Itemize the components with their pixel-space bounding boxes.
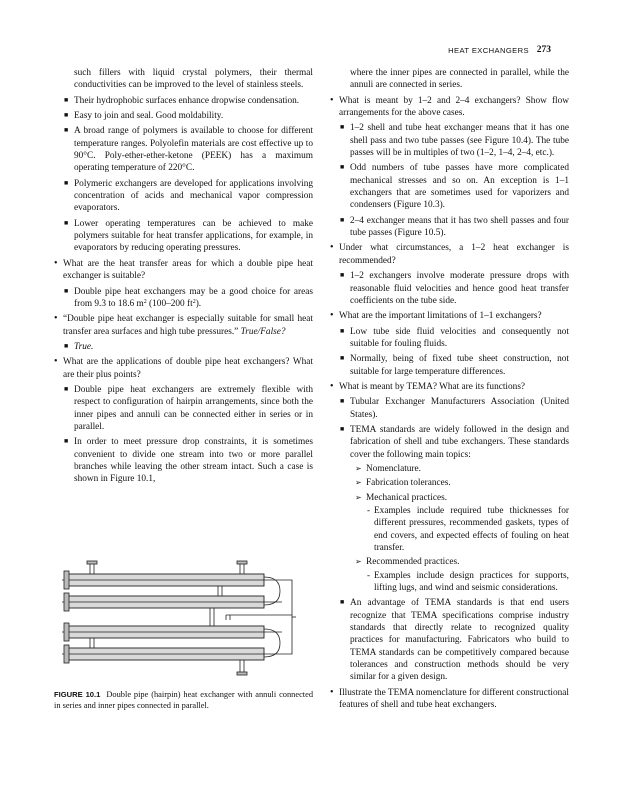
page-header bbox=[0, 46, 617, 58]
answer-1-2-exchanger: ■ 1–2 shell and tube heat exchanger means that it has one shell pass and two tube passes (see Figure 10.4). The tube passes will be in multiples of two (1–2, 1–4, 2–4, etc.). bbox=[340, 123, 569, 159]
square-bullet-icon: ■ bbox=[64, 437, 69, 446]
figure-10-1-hairpin-diagram bbox=[60, 560, 298, 678]
dash-bullet-icon: - bbox=[367, 570, 371, 581]
square-bullet-icon: ■ bbox=[64, 126, 69, 135]
right-column bbox=[330, 67, 569, 712]
topic-recommended-practices: ➢ Recommended practices. bbox=[355, 557, 460, 568]
round-bullet-icon: • bbox=[54, 257, 58, 269]
left-column bbox=[54, 67, 313, 486]
round-bullet-icon: • bbox=[330, 380, 334, 392]
square-bullet-icon: ■ bbox=[340, 271, 345, 280]
arrow-bullet-icon: ➢ bbox=[355, 557, 362, 567]
answer-tema-advantage: ■ An advantage of TEMA standards is that end users recognize that TEMA specifications comprise industry standards that directly relate to recognized quality practices for manufacturing. Fabricators who build to TEMA standards can be competitively compared because tolerances and construction methods should be very similar for a given design. bbox=[340, 598, 569, 683]
square-bullet-icon: ■ bbox=[340, 354, 345, 363]
question-heat-transfer-areas: • What are the heat transfer areas for which a double pipe heat exchanger is suitable? bbox=[54, 257, 313, 282]
square-bullet-icon: ■ bbox=[340, 163, 345, 172]
topic-recommended-examples: - Examples include design practices for supports, lifting lugs, and wind and seismic considerations. bbox=[367, 570, 569, 594]
bullet-polymer-range: ■ A broad range of polymers is available to choose for different temperature ranges. Polyolefin materials are cost effective up to 90°C. Poly-ether-ether-ketone (PEEK) has a maximum operating temperature of 220°C. bbox=[64, 126, 313, 174]
round-bullet-icon: • bbox=[330, 686, 334, 698]
round-bullet-icon: • bbox=[330, 310, 334, 322]
question-1-2-2-4: • What is meant by 1–2 and 2–4 exchangers? Show flow arrangements for the above cases. bbox=[330, 94, 569, 119]
answer-tema-name: ■ Tubular Exchanger Manufacturers Association (United States). bbox=[340, 397, 569, 420]
arrow-bullet-icon: ➢ bbox=[355, 463, 362, 473]
square-bullet-icon: ■ bbox=[340, 424, 345, 433]
dash-bullet-icon: - bbox=[367, 506, 371, 516]
continued-text-right: where the inner pipes are connected in parallel, while the annuli are connected in series. bbox=[350, 68, 569, 91]
figure-caption bbox=[54, 689, 313, 711]
hairpin-exchanger-drawing bbox=[60, 560, 298, 678]
figure-label: FIGURE 10.1 bbox=[54, 690, 101, 699]
round-bullet-icon: • bbox=[54, 356, 58, 368]
answer-odd-passes: ■ Odd numbers of tube passes have more complicated mechanical stresses and so on. An exception is 1–1 exchangers that are sometimes used for vaporizers and condensers (Figure 10.3). bbox=[340, 163, 569, 211]
bullet-join-seal: ■ Easy to join and seal. Good moldability. bbox=[64, 111, 224, 122]
answer-tema-standards: ■ TEMA standards are widely followed in the design and fabrication of shell and tube exchangers. These standards cover the following main topics: bbox=[340, 424, 569, 460]
running-head: HEAT EXCHANGERS bbox=[448, 46, 529, 55]
square-bullet-icon: ■ bbox=[64, 218, 69, 227]
question-1-2-recommended: • Under what circumstances, a 1–2 heat exchanger is recommended? bbox=[330, 242, 569, 266]
bullet-lower-temperatures: ■ Lower operating temperatures can be achieved to make polymers suitable for heat transfer applications, for example, in evaporators by reducing operating pressures. bbox=[64, 218, 313, 254]
answer-fixed-tubesheet: ■ Normally, being of fixed tube sheet construction, not suitable for large temperature differences. bbox=[340, 354, 569, 377]
arrow-bullet-icon: ➢ bbox=[355, 478, 362, 488]
bullet-polymeric-exchangers: ■ Polymeric exchangers are developed for applications involving concentration of acids and mechanical vapor compression evaporators. bbox=[64, 178, 313, 214]
continued-text: such fillers with liquid crystal polymers, their thermal conductivities can be improved to the level of stainless steels. bbox=[74, 68, 313, 91]
caption-text: Double pipe (hairpin) heat exchanger with annuli connected in series and inner pipes connected in parallel. bbox=[54, 690, 314, 710]
answer-flexibility: ■ Double pipe heat exchangers are extremely flexible with respect to configuration of hairpin arrangements, since both the inner pipes and annuli can be connected either in series or in parallel. bbox=[64, 384, 313, 432]
square-bullet-icon: ■ bbox=[340, 326, 345, 335]
square-bullet-icon: ■ bbox=[64, 111, 69, 120]
arrow-bullet-icon: ➢ bbox=[355, 492, 362, 502]
bullet-hydrophobic: ■ Their hydrophobic surfaces enhance dropwise condensation. bbox=[64, 95, 300, 106]
question-true-false: • “Double pipe heat exchanger is especially suitable for small heat transfer area surfaces and high tube pressures.” True/False? bbox=[54, 313, 313, 337]
answer-moderate-pressure: ■ 1–2 exchangers involve moderate pressure drops with reasonable fluid velocities and hence good heat transfer coefficients on the tube side. bbox=[340, 271, 569, 306]
question-1-1-limitations: • What are the important limitations of 1–1 exchangers? bbox=[330, 310, 542, 322]
topic-nomenclature: ➢ Nomenclature. bbox=[355, 463, 421, 474]
square-bullet-icon: ■ bbox=[64, 95, 69, 104]
answer-2-4-exchanger: ■ 2–4 exchanger means that it has two shell passes and four tube passes (Figure 10.5). bbox=[340, 215, 569, 239]
square-bullet-icon: ■ bbox=[64, 384, 69, 393]
square-bullet-icon: ■ bbox=[340, 598, 345, 607]
round-bullet-icon: • bbox=[54, 313, 58, 325]
topic-fabrication-tolerances: ➢ Fabrication tolerances. bbox=[355, 478, 451, 489]
round-bullet-icon: • bbox=[330, 94, 334, 106]
square-bullet-icon: ■ bbox=[340, 123, 345, 132]
square-bullet-icon: ■ bbox=[340, 397, 345, 406]
question-tema: • What is meant by TEMA? What are its functions? bbox=[330, 380, 526, 392]
topic-mechanical-practices: ➢ Mechanical practices. bbox=[355, 492, 448, 503]
square-bullet-icon: ■ bbox=[340, 215, 345, 224]
square-bullet-icon: ■ bbox=[64, 178, 69, 187]
topic-mechanical-examples: - Examples include required tube thicknesses for different pressures, recommended gaskets, types of end covers, and expected effects of fouling on heat transfer. bbox=[367, 506, 569, 554]
answer-heat-transfer-areas: ■ Double pipe heat exchangers may be a good choice for areas from 9.3 to 18.6 $m^2$ (100–200 $ft^2$). bbox=[64, 286, 313, 309]
question-applications: • What are the applications of double pipe heat exchangers? What are their plus points? bbox=[54, 356, 313, 380]
answer-low-velocity: ■ Low tube side fluid velocities and consequently not suitable for fouling fluids. bbox=[340, 326, 569, 349]
round-bullet-icon: • bbox=[330, 242, 334, 254]
answer-pressure-drop: ■ In order to meet pressure drop constraints, it is sometimes convenient to divide one stream into two or more parallel branches while leaving the other stream intact. Such a case is shown in Figure 10.1, bbox=[64, 437, 313, 485]
question-tema-nomenclature: • Illustrate the TEMA nomenclature for different constructional features of shell and tube heat exchangers. bbox=[330, 686, 569, 711]
page-number: 273 bbox=[536, 45, 551, 55]
answer-true: ■ True. bbox=[64, 341, 94, 352]
square-bullet-icon: ■ bbox=[64, 286, 69, 295]
square-bullet-icon: ■ bbox=[64, 341, 69, 350]
